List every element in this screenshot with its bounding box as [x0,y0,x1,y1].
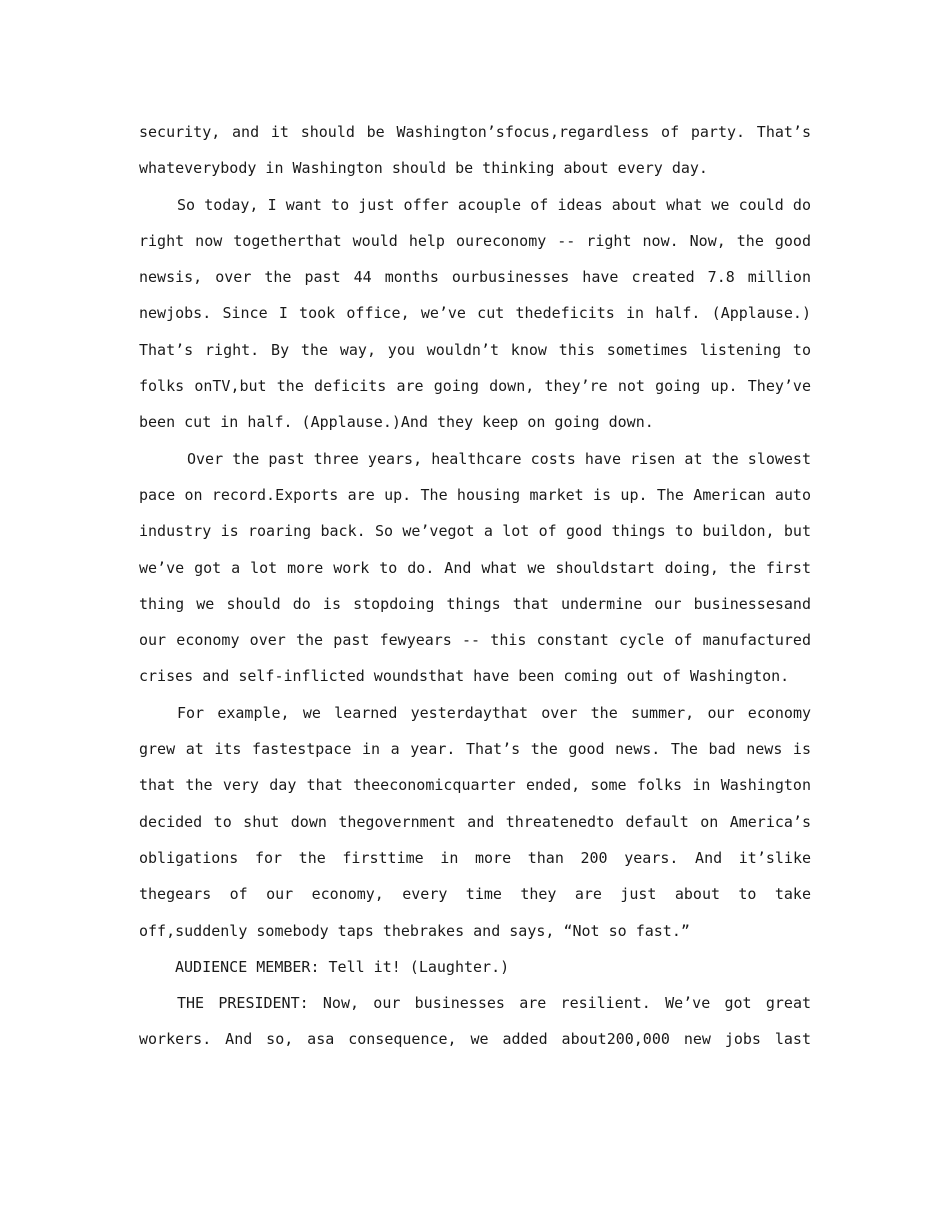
paragraph-3: Over the past three years, healthcare costs have risen at the slowest pace on record.Exports are up. The housing market is up. The American auto industry is roaring back. So we’vegot a lot of good things to buildon, but we’ve got a lot more work to do. And what we shouldstart doing, the first thing we should do is stopdoing things that undermine our businessesand our economy over the past fewyears -- this constant cycle of manufactured crises and self-inflicted woundsthat have been coming out of Washington. [139,449,811,686]
paragraph-6: THE PRESIDENT: Now, our businesses are resilient. We’ve got great workers. And so, asa consequence, we added about200,000 new jobs last [139,994,811,1049]
paragraph-5: AUDIENCE MEMBER: Tell it! (Laughter.) [175,957,510,976]
paragraph-2: So today, I want to just offer acouple of ideas about what we could do right now togetherthat would help oureconomy -- right now. Now, the good newsis, over the past 44 months ourbusinesses have created 7.8 million newjobs. Since I took office, we’ve cut thedeficits in half. (Applause.) That’s right. By the way, you wouldn’t know this sometimes listening to folks onTV,but the deficits are going down, they’re not going up. They’ve been cut in half. (Applause.)And they keep on going down. [139,195,811,432]
paragraph-1: security, and it should be Washington’sfocus,regardless of party. That’s whateverybody in Washington should be thinking about every day. [139,123,811,178]
paragraph-4: For example, we learned yesterdaythat over the summer, our economy grew at its fastestpace in a year. That’s the good news. The bad news is that the very day that theeconomicquarter ended, some folks in Washington decided to shut down thegovernment and threatenedto default on America’s obligations for the firsttime in more than 200 years. And it’slike thegears of our economy, every time they are just about to take off,suddenly somebody taps thebrakes and says, “Not so fast.” [139,703,811,940]
document-body [139,114,811,1058]
